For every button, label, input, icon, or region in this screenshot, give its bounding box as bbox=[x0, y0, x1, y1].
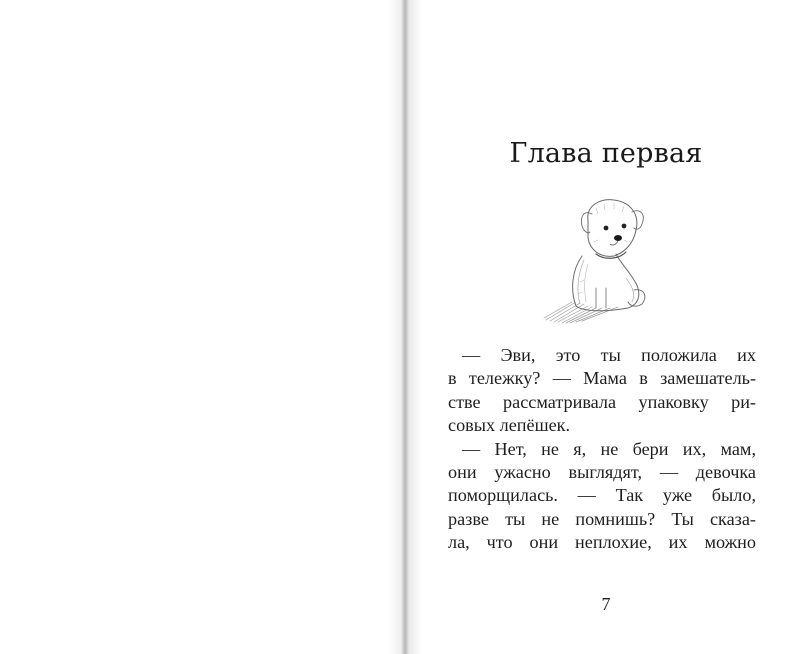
text-line: стве рассматривала упаковку ри- bbox=[448, 391, 756, 412]
text-line: — Эви, это ты положила их bbox=[462, 345, 756, 365]
right-page bbox=[404, 0, 808, 654]
text-line: разве ты не помнишь? Ты сказа- bbox=[448, 508, 756, 529]
text-line: совых лепёшек. bbox=[448, 415, 571, 436]
text-line: они ужасно выглядят, — девочка bbox=[448, 461, 756, 482]
puppy-illustration bbox=[536, 190, 660, 326]
text-line: ла, что они неплохие, их можно bbox=[448, 532, 756, 553]
chapter-title: Глава первая bbox=[509, 138, 703, 169]
text-line: поморщилась. — Так уже было, bbox=[448, 485, 756, 506]
text-line: — Нет, не я, не бери их, мам, bbox=[462, 438, 756, 459]
puppy-sketch-icon bbox=[544, 200, 645, 323]
text-line: в тележку? — Мама в замешатель- bbox=[448, 368, 756, 389]
chapter-body-text bbox=[448, 344, 756, 555]
page-number: 7 bbox=[601, 594, 611, 614]
